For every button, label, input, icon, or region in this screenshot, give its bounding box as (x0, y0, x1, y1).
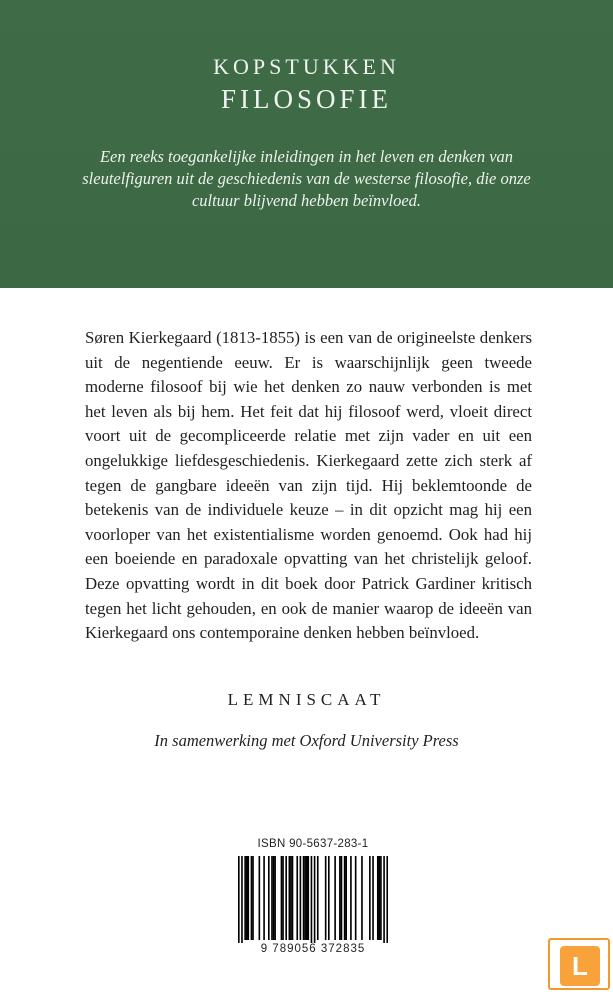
barcode-bar (328, 856, 330, 940)
publisher-name: LEMNISCAAT (227, 690, 386, 709)
barcode-bar (306, 856, 308, 940)
barcode-bar (350, 856, 352, 940)
barcode-bars (238, 856, 388, 948)
barcode-bar (268, 856, 270, 940)
barcode-bar (271, 856, 273, 940)
barcode-bar (281, 856, 283, 940)
barcode-bar (303, 856, 305, 940)
barcode-bar (361, 856, 363, 940)
series-title-line1: KOPSTUKKEN (213, 54, 400, 79)
barcode-bar (339, 856, 341, 940)
barcode-bar (344, 856, 346, 940)
barcode-bar (383, 856, 385, 948)
store-logo-icon: L (560, 946, 600, 986)
barcode-bar (317, 856, 319, 940)
barcode-bar (369, 856, 371, 940)
book-description: Søren Kierkegaard (1813-1855) is een van de origineelste denkers uit de negentiende eeuw. Er is waarschijnlijk geen tweede moderne filosoof bij wie het denken zo nauw verbonden is met het leven als bij hem. Het feit dat hij filosoof werd, vloeit direct voort uit de gecompliceerde relatie met zijn vader en uit een ongelukkige liefdesgeschiedenis. Kierkegaard zette zich sterk af tegen de gangbare ideeën van zijn tijd. Hij beklemtoonde de betekenis van de individuele keuze – in dit opzicht mag hij een voorloper van het existentialisme worden genoemd. Ook had hij een boeiende en paradoxale opvatting van het christelijk geloof. Deze opvatting wordt in dit boek door Patrick Gardiner kritisch tegen het licht gehouden, en ook de manier waarop de ideeën van Kierkegaard ons contemporaine denken hebben beïnvloed. (85, 328, 532, 643)
barcode-bar (259, 856, 261, 940)
ean-text: 9 789056 372835 (238, 943, 388, 955)
barcode-bar (386, 856, 388, 948)
barcode-bar (307, 856, 309, 940)
store-sticker (548, 938, 610, 990)
barcode-block (238, 838, 388, 958)
barcode-bar (290, 856, 292, 940)
barcode-bar (379, 856, 381, 940)
barcode-bar (282, 856, 284, 940)
barcode-bar (246, 856, 248, 940)
barcode-bar (296, 856, 298, 940)
series-description: Een reeks toegankelijke inleidingen in het leven en denken van sleutelfiguren uit de geschiedenis van de westerse filosofie, die onze cultuur blijvend hebben beïnvloed. (82, 147, 531, 210)
barcode-bar (341, 856, 343, 940)
barcode-bar (251, 856, 253, 940)
barcode-bar (380, 856, 382, 940)
barcode-bar (263, 856, 265, 940)
barcode-bar (273, 856, 275, 940)
barcode-bar (285, 856, 287, 940)
barcode-bar (241, 856, 243, 948)
barcode-bar (247, 856, 249, 940)
barcode-bar (304, 856, 306, 940)
barcode-bar (238, 856, 240, 948)
barcode-bar (314, 856, 316, 948)
barcode-bar (372, 856, 374, 940)
barcode-bar (289, 856, 291, 940)
series-header (0, 0, 613, 288)
barcode-bar (377, 856, 379, 940)
barcode-bar (355, 856, 357, 940)
barcode-bar (252, 856, 254, 940)
barcode-bar (334, 856, 336, 940)
barcode-bar (292, 856, 294, 940)
barcode-bar (311, 856, 313, 948)
barcode-bar (325, 856, 327, 940)
barcode-bar (300, 856, 302, 940)
isbn-text: ISBN 90-5637-283-1 (257, 838, 369, 850)
series-title-line2: FILOSOFIE (220, 84, 392, 114)
barcode-bar (274, 856, 276, 940)
barcode-bar (244, 856, 246, 940)
publisher-partner: In samenwerking met Oxford University Press (154, 731, 459, 750)
barcode-bar (345, 856, 347, 940)
